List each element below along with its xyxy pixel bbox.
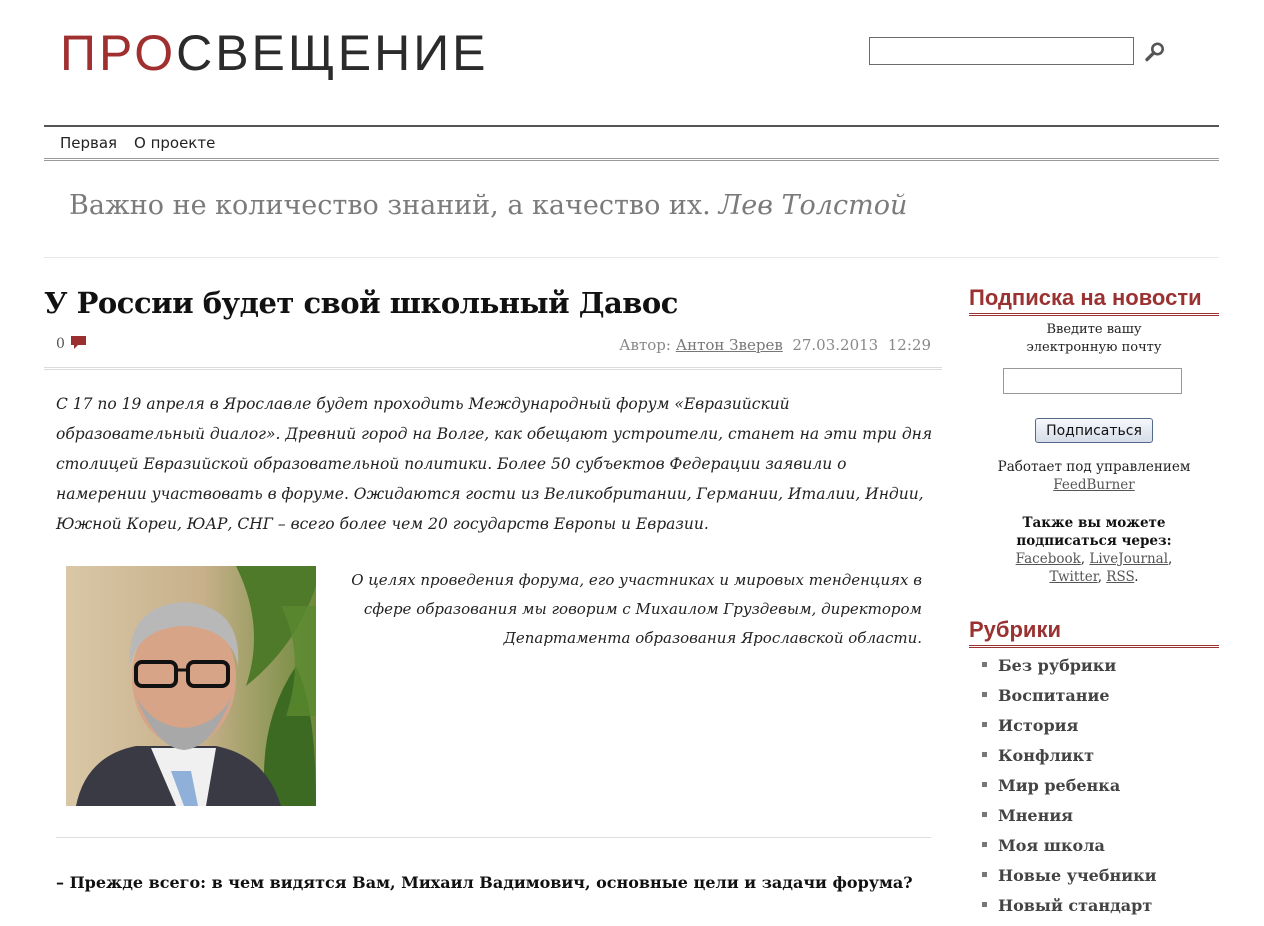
article-lead: С 17 по 19 апреля в Ярославле будет проходить Международный форум «Евразийский образовательный диалог». Древний город на Волге, как обещают устроители, станет на эти три дня столицей Евразийской образовательной политики. Более 50 субъектов Федерации заявили о намерении участвовать в форуме. Ожидаются гости из Великобритании, Германии, Италии, Индии, Южной Кореи, ЮАР, СНГ – всего более чем 20 государств Европы и Евразии. (56, 395, 933, 533)
category-item[interactable] (982, 806, 1157, 836)
bullet-icon (982, 842, 987, 847)
bullet-icon (982, 902, 987, 907)
article-title[interactable]: У России будет свой школьный Давос (44, 286, 678, 320)
bullet-icon (982, 872, 987, 877)
category-label[interactable]: Мнения (998, 806, 1073, 825)
interview-question: – Прежде всего: в чем видятся Вам, Михаил Вадимович, основные цели и задачи форума? (56, 873, 913, 892)
category-label[interactable]: Воспитание (998, 686, 1110, 705)
author-prefix: Автор: (619, 336, 671, 354)
subscribe-heading: Подписка на новости (969, 285, 1219, 316)
categories-list (982, 656, 1157, 926)
bullet-icon (982, 782, 987, 787)
subscribe-prompt (969, 321, 1219, 357)
article-meta (619, 336, 931, 354)
category-label[interactable]: Без рубрики (998, 656, 1117, 675)
also-subscribe: Также вы можете подписаться через: Facebook, LiveJournal, Twitter, RSS. (1015, 515, 1173, 585)
quote-text: Важно не количество знаний, а качество их. (69, 190, 711, 221)
category-label[interactable]: Моя школа (998, 836, 1105, 855)
nav-item-about[interactable]: О проекте (134, 134, 216, 152)
header-quote (69, 190, 907, 221)
comment-count[interactable]: 0 (56, 336, 65, 352)
site-logo[interactable] (60, 25, 489, 81)
rss-link[interactable]: RSS (1106, 569, 1135, 585)
category-label[interactable]: Конфликт (998, 746, 1094, 765)
bullet-icon (982, 752, 987, 757)
article-time: 12:29 (887, 336, 931, 354)
bullet-icon (982, 722, 987, 727)
feedburner-link[interactable]: FeedBurner (1053, 477, 1135, 493)
subscribe-button[interactable]: Подписаться (1035, 418, 1153, 443)
logo-part-dark: СВЕЩЕНИЕ (176, 25, 489, 81)
category-label[interactable]: История (998, 716, 1079, 735)
category-item[interactable] (982, 656, 1157, 686)
facebook-link[interactable]: Facebook (1015, 551, 1081, 567)
bullet-icon (982, 692, 987, 697)
twitter-link[interactable]: Twitter (1049, 569, 1098, 585)
divider (44, 367, 942, 370)
livejournal-link[interactable]: LiveJournal (1089, 551, 1169, 567)
interviewee-photo (66, 566, 316, 806)
category-item[interactable] (982, 836, 1157, 866)
logo-part-red: ПРО (60, 25, 177, 81)
category-item[interactable] (982, 686, 1157, 716)
divider (56, 837, 931, 838)
interview-intro: О целях проведения форума, его участниках и мировых тенденциях в сфере образования мы говорим с Михаилом Груздевым, директором Департамента образования Ярославской области. (351, 571, 922, 647)
bullet-icon (982, 812, 987, 817)
subscribe-prompt-line1: Введите вашу (1046, 322, 1142, 337)
also-line1: Также вы можете (1022, 515, 1166, 531)
quote-author: Лев Толстой (718, 190, 908, 221)
main-nav (44, 125, 1219, 161)
search-input[interactable] (869, 37, 1134, 65)
category-item[interactable] (982, 776, 1157, 806)
category-label[interactable]: Мир ребенка (998, 776, 1121, 795)
powered-by-text: Работает под управлением (997, 459, 1191, 475)
category-item[interactable] (982, 716, 1157, 746)
author-link[interactable]: Антон Зверев (675, 336, 783, 354)
divider (44, 257, 1219, 258)
powered-by (969, 458, 1219, 494)
email-field[interactable] (1003, 368, 1182, 394)
nav-item-home[interactable]: Первая (60, 134, 118, 152)
article-date: 27.03.2013 (792, 336, 879, 354)
category-label[interactable]: Новые учебники (998, 866, 1157, 885)
comment-icon[interactable] (70, 335, 87, 351)
also-line2: подписаться через: (1016, 533, 1172, 549)
bullet-icon (982, 662, 987, 667)
category-item[interactable] (982, 866, 1157, 896)
search-icon[interactable] (1143, 40, 1167, 64)
category-item[interactable] (982, 746, 1157, 776)
category-label[interactable]: Новый стандарт (998, 896, 1153, 915)
categories-heading: Рубрики (969, 617, 1219, 648)
subscribe-prompt-line2: электронную почту (1026, 340, 1162, 355)
